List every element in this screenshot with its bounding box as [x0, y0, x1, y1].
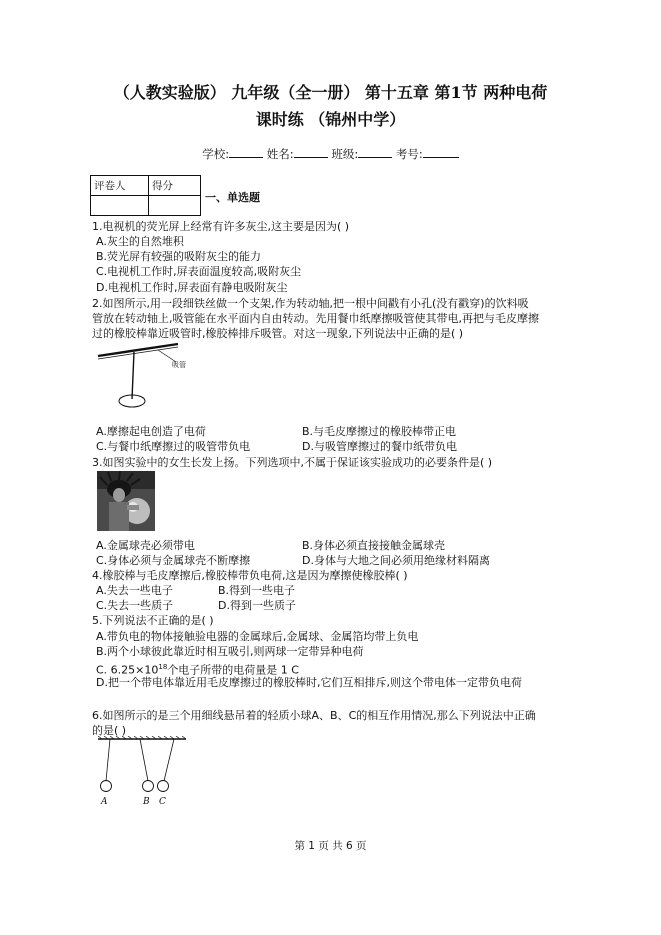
q1-option-a: A.灰尘的自然堆积: [96, 235, 184, 248]
q4-option-d: D.得到一些质子: [218, 599, 296, 612]
name-label: 姓名:: [266, 147, 294, 161]
title-line-2: 课时练 （锦州中学）: [255, 110, 406, 129]
q3-photo: [97, 471, 155, 531]
exam-no-label: 考号:: [395, 147, 423, 161]
q2-stem-line-3: 过的橡胶棒靠近吸管时,橡胶棒排斥吸管。对这一现象,下列说法中正确的是( ): [92, 327, 464, 340]
exam-no-blank[interactable]: [423, 146, 459, 158]
q2-option-a: A.摩擦起电创造了电荷: [96, 425, 206, 438]
q3-option-b: B.身体必须直接接触金属球壳: [302, 539, 446, 552]
student-info: [0, 146, 661, 162]
q2-stem-line-2: 管放在转动轴上,吸管能在水平面内自由转动。先用餐巾纸摩擦吸管使其带电,再把与毛皮摩擦: [92, 312, 539, 325]
q5-option-c-prefix: C. 6.25×10: [96, 663, 159, 677]
q6-stem-line-2: 的是( ): [92, 724, 127, 737]
q4-option-a: A.失去一些电子: [96, 584, 173, 597]
q3-stem: 3.如图实验中的女生长发上扬。下列选项中,不属于保证该实验成功的必要条件是( ): [92, 456, 493, 469]
q2-option-d: D.与吸管摩擦过的餐巾纸带负电: [302, 440, 457, 453]
school-label: 学校:: [202, 147, 230, 161]
name-blank[interactable]: [294, 146, 328, 158]
q6-label-c: C: [159, 797, 166, 807]
q5-option-b: B.两个小球彼此靠近时相互吸引,则两球一定带异种电荷: [96, 645, 364, 658]
q6-balls-figure: [96, 736, 188, 810]
q5-option-a: A.带负电的物体接触验电器的金属球后,金属球、金属箔均带上负电: [96, 630, 419, 643]
grader-cell[interactable]: [91, 196, 149, 216]
q6-label-b: B: [143, 797, 150, 807]
class-blank[interactable]: [358, 146, 392, 158]
q5-option-d: D.把一个带电体靠近用毛皮摩擦过的橡胶棒时,它们互相排斥,则这个带电体一定带负电荷: [96, 676, 522, 689]
q2-straw-label: 吸管: [172, 361, 186, 369]
q1-option-c: C.电视机工作时,屏表面温度较高,吸附灰尘: [96, 265, 302, 278]
section-title: 一、单选题: [205, 191, 260, 204]
q6-stem-line-1: 6.如图所示的是三个用细线悬吊着的轻质小球A、B、C的相互作用情况,那么下列说法中正确: [92, 709, 536, 722]
score-header: 得分: [149, 176, 201, 196]
q1-option-b: B.荧光屏有较强的吸附灰尘的能力: [96, 250, 262, 263]
q1-stem: 1.电视机的荧光屏上经常有许多灰尘,这主要是因为( ): [92, 220, 350, 233]
q4-option-b: B.得到一些电子: [218, 584, 296, 597]
class-label: 班级:: [331, 147, 359, 161]
q2-option-b: B.与毛皮摩擦过的橡胶棒带正电: [302, 425, 457, 438]
q2-straw-figure: [96, 340, 206, 412]
q2-stem-line-1: 2.如图所示,用一段细铁丝做一个支架,作为转动轴,把一根中间戳有小孔(没有戳穿)的饮料吸: [92, 297, 529, 310]
q4-option-c: C.失去一些质子: [96, 599, 174, 612]
grader-header: 评卷人: [91, 176, 149, 196]
school-blank[interactable]: [229, 146, 263, 158]
score-table: [90, 175, 201, 216]
page-footer: 第 1 页 共 6 页: [294, 840, 367, 852]
q3-option-c: C.身体必须与金属球壳不断摩擦: [96, 554, 251, 567]
q3-option-a: A.金属球壳必须带电: [96, 539, 195, 552]
q5-option-c-suffix: 个电子所带的电荷量是 1 C: [167, 663, 299, 677]
title-line-1: （人教实验版） 九年级（全一册） 第十五章 第1节 两种电荷: [113, 83, 548, 102]
q6-label-a: A: [101, 797, 108, 807]
q5-option-c-exponent: 18: [158, 663, 168, 671]
q1-option-d: D.电视机工作时,屏表面有静电吸附灰尘: [96, 281, 288, 294]
q4-stem: 4.橡胶棒与毛皮摩擦后,橡胶棒带负电荷,这是因为摩擦使橡胶棒( ): [92, 569, 408, 582]
score-cell[interactable]: [149, 196, 201, 216]
q5-stem: 5.下列说法不正确的是( ): [92, 614, 214, 627]
q3-option-d: D.身体与大地之间必须用绝缘材料隔离: [302, 554, 490, 567]
q2-option-c: C.与餐巾纸摩擦过的吸管带负电: [96, 440, 251, 453]
